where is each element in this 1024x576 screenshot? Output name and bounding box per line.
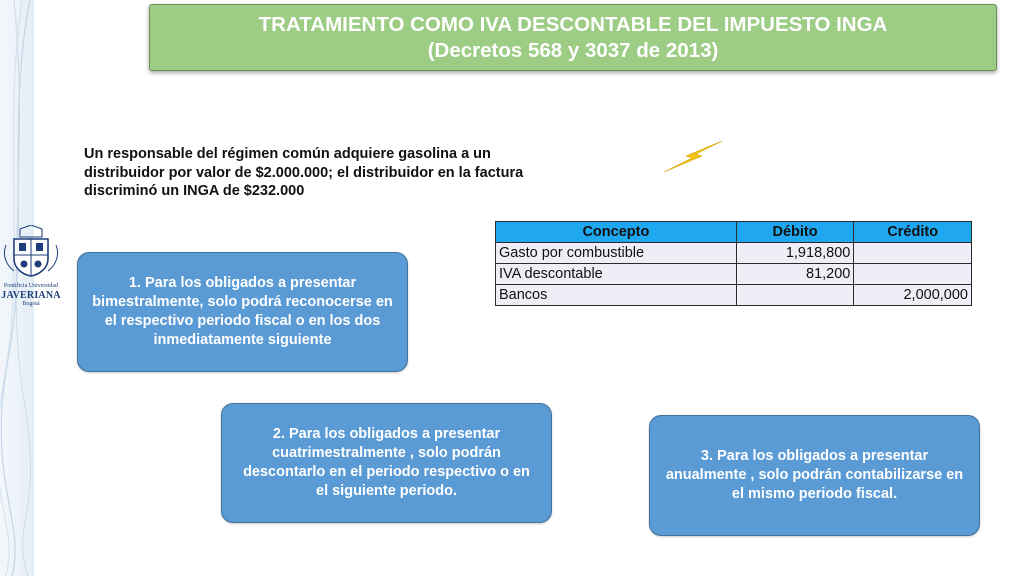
cell-concepto: Gasto por combustible [496, 243, 737, 264]
university-logo [0, 225, 62, 309]
logo-university-name: JAVERIANA [1, 290, 61, 301]
rule-cuatrimestral-box [221, 403, 552, 523]
intro-paragraph [84, 145, 644, 201]
table-header-row [496, 222, 972, 243]
logo-university-prefix: Pontificia Universidad [3, 283, 59, 289]
slide-title [149, 4, 997, 71]
accounting-entry-table [495, 221, 972, 306]
rule-bimestral-box [77, 252, 408, 372]
header-concepto: Concepto [496, 222, 737, 243]
cell-concepto: IVA descontable [496, 264, 737, 285]
cell-concepto: Bancos [496, 285, 737, 306]
cell-credito [854, 264, 972, 285]
title-line-1: TRATAMIENTO COMO IVA DESCONTABLE DEL IMPUESTO INGA [258, 12, 888, 36]
rule-cuatrimestral-text: 2. Para los obligados a presentar cuatrimestralmente , solo podrán descontarlo en el periodo respectivo o en el siguiente periodo. [243, 426, 530, 499]
cell-debito: 81,200 [736, 264, 854, 285]
cell-credito [854, 243, 972, 264]
intro-line-1: Un responsable del régimen común adquiere gasolina a un [84, 146, 491, 162]
cell-debito [736, 285, 854, 306]
rule-anual-text: 3. Para los obligados a presentar anualmente , solo podrán contabilizarse en el mismo periodo fiscal. [665, 448, 964, 502]
header-credito: Crédito [854, 222, 972, 243]
table-row [496, 285, 972, 306]
table-row [496, 243, 972, 264]
title-line-2: (Decretos 568 y 3037 de 2013) [427, 38, 719, 62]
rule-anual-box [649, 415, 980, 536]
header-debito: Débito [736, 222, 854, 243]
intro-line-3: discriminó un INGA de $232.000 [84, 183, 305, 199]
lightning-bolt-icon [662, 140, 724, 174]
intro-line-2: distribuidor por valor de $2.000.000; el distribuidor en la factura [84, 164, 524, 181]
cell-debito: 1,918,800 [736, 243, 854, 264]
cell-credito: 2,000,000 [854, 285, 972, 306]
rule-bimestral-text: 1. Para los obligados a presentar bimestralmente, solo podrá reconocerse en el respectivo periodo fiscal o en los dos inmediatamente siguiente [92, 275, 393, 348]
logo-city: Bogotá [22, 301, 40, 307]
table-row [496, 264, 972, 285]
crest-icon [0, 225, 62, 277]
